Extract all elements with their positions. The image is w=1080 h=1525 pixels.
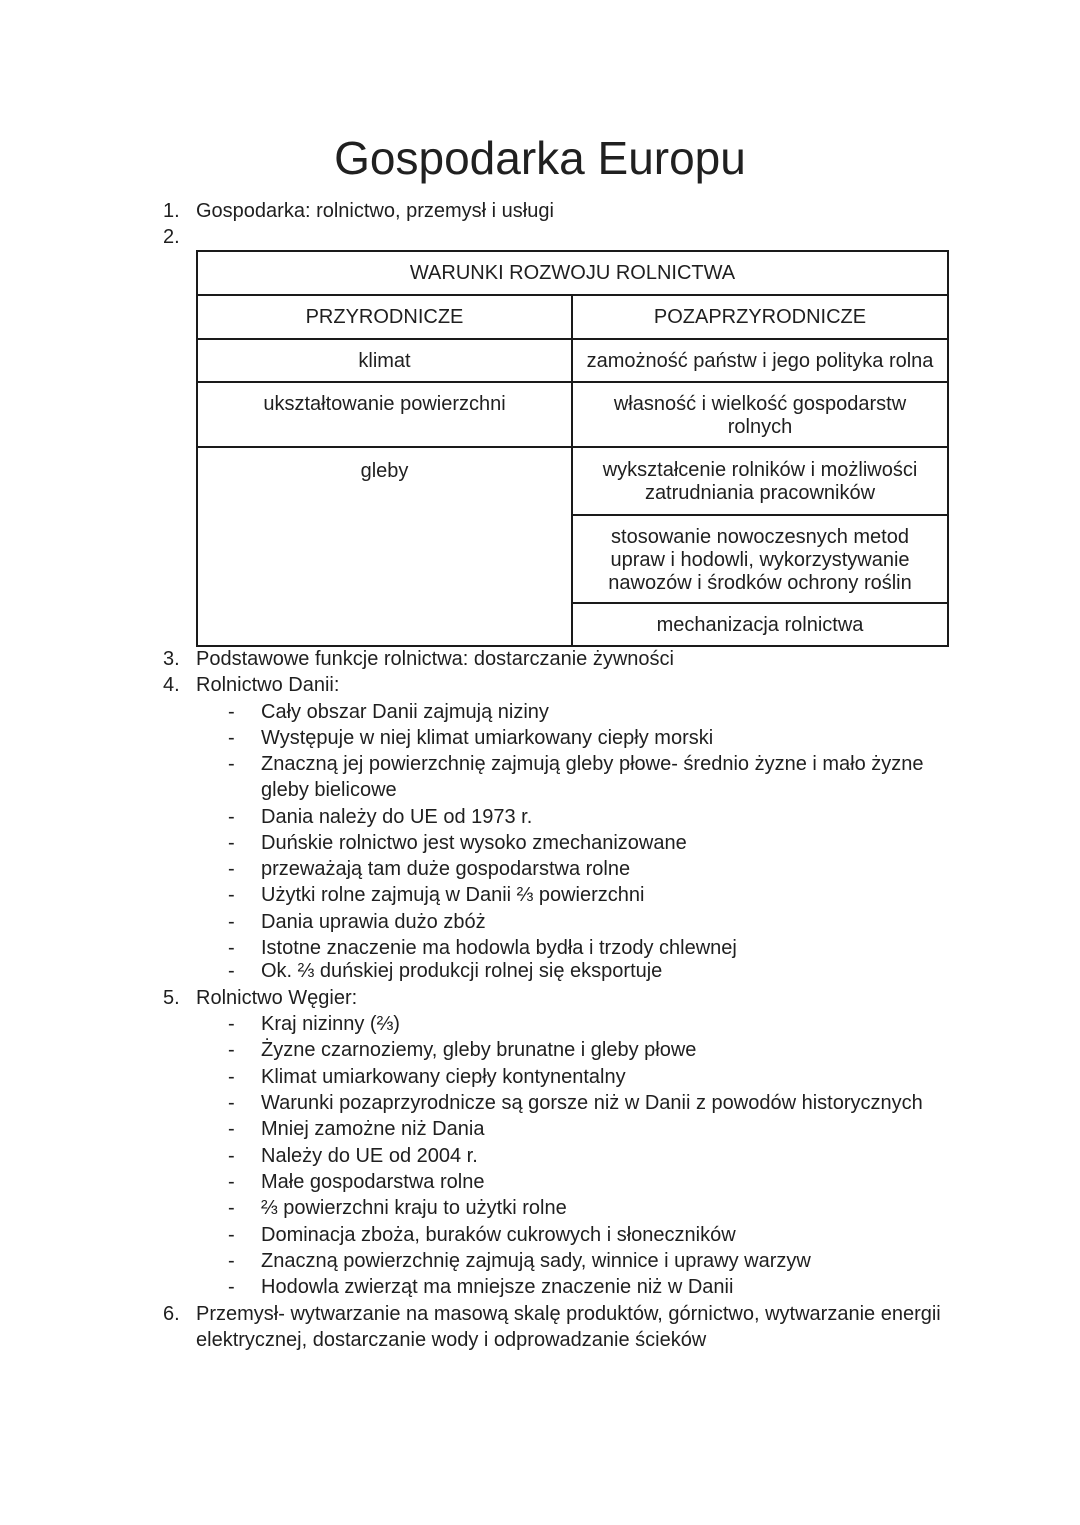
bullet-text: Dania uprawia dużo zbóż xyxy=(261,911,486,933)
table-cell: wykształcenie rolników i możliwości zatrudniania pracowników xyxy=(572,447,948,515)
bullet-dash: - xyxy=(228,701,235,723)
bullet-dash: - xyxy=(228,911,235,933)
bullet-text: Hodowla zwierząt ma mniejsze znaczenie niż w Danii xyxy=(261,1276,734,1298)
list-text: elektrycznej, dostarczanie wody i odprowadzanie ścieków xyxy=(196,1329,707,1351)
bullet-text: Ok. ⅔ duńskiej produkcji rolnej się eksportuje xyxy=(261,960,663,982)
bullet-text: Małe gospodarstwa rolne xyxy=(261,1171,485,1193)
bullet-text: Użytki rolne zajmują w Danii ⅔ powierzchni xyxy=(261,884,645,906)
table-header: WARUNKI ROZWOJU ROLNICTWA xyxy=(197,251,948,295)
bullet-dash: - xyxy=(228,1118,235,1140)
list-number: 2. xyxy=(163,226,180,248)
table-cell: ukształtowanie powierzchni xyxy=(197,382,572,447)
bullet-dash: - xyxy=(228,960,235,982)
list-text: Gospodarka: rolnictwo, przemysł i usługi xyxy=(196,200,554,222)
table-cell: stosowanie nowoczesnych metod upraw i hodowli, wykorzystywanie nawozów i środków ochrony roślin xyxy=(572,515,948,603)
bullet-text: Duńskie rolnictwo jest wysoko zmechanizowane xyxy=(261,832,687,854)
bullet-dash: - xyxy=(228,858,235,880)
list-text: Rolnictwo Danii: xyxy=(196,674,340,696)
list-number: 4. xyxy=(163,674,180,696)
bullet-text: Znaczną jej powierzchnię zajmują gleby płowe- średnio żyzne i mało żyzne xyxy=(261,753,924,775)
bullet-dash: - xyxy=(228,1013,235,1035)
list-number: 6. xyxy=(163,1303,180,1325)
bullet-text: Występuje w niej klimat umiarkowany ciepły morski xyxy=(261,727,714,749)
table-cell: gleby xyxy=(197,447,572,646)
bullet-text: Kraj nizinny (⅔) xyxy=(261,1013,400,1035)
bullet-text: ⅔ powierzchni kraju to użytki rolne xyxy=(261,1197,567,1219)
table-cell: klimat xyxy=(197,339,572,382)
bullet-text: Mniej zamożne niż Dania xyxy=(261,1118,485,1140)
list-text: Podstawowe funkcje rolnictwa: dostarczanie żywności xyxy=(196,648,674,670)
bullet-dash: - xyxy=(228,1197,235,1219)
list-number: 3. xyxy=(163,648,180,670)
bullet-text: gleby bielicowe xyxy=(261,779,397,801)
bullet-text: Żyzne czarnoziemy, gleby brunatne i gleby płowe xyxy=(261,1039,697,1061)
list-number: 5. xyxy=(163,987,180,1009)
bullet-text: Cały obszar Danii zajmują niziny xyxy=(261,701,549,723)
bullet-text: Znaczną powierzchnię zajmują sady, winnice i uprawy warzyw xyxy=(261,1250,811,1272)
bullet-text: Istotne znaczenie ma hodowla bydła i trzody chlewnej xyxy=(261,937,737,959)
bullet-dash: - xyxy=(228,806,235,828)
bullet-dash: - xyxy=(228,1224,235,1246)
bullet-dash: - xyxy=(228,1145,235,1167)
bullet-dash: - xyxy=(228,937,235,959)
table-cell: własność i wielkość gospodarstw rolnych xyxy=(572,382,948,447)
bullet-dash: - xyxy=(228,1039,235,1061)
column-header-natural: PRZYRODNICZE xyxy=(197,295,572,339)
list-number: 1. xyxy=(163,200,180,222)
bullet-dash: - xyxy=(228,1250,235,1272)
bullet-text: Dominacja zboża, buraków cukrowych i słoneczników xyxy=(261,1224,736,1246)
bullet-dash: - xyxy=(228,1092,235,1114)
list-text: Przemysł- wytwarzanie na masową skalę produktów, górnictwo, wytwarzanie energii xyxy=(196,1303,941,1325)
agriculture-conditions-table xyxy=(196,250,949,647)
bullet-text: Warunki pozaprzyrodnicze są gorsze niż w Danii z powodów historycznych xyxy=(261,1092,923,1114)
table-cell: mechanizacja rolnictwa xyxy=(572,603,948,646)
bullet-text: Należy do UE od 2004 r. xyxy=(261,1145,478,1167)
bullet-dash: - xyxy=(228,753,235,775)
bullet-text: Klimat umiarkowany ciepły kontynentalny xyxy=(261,1066,626,1088)
bullet-text: Dania należy do UE od 1973 r. xyxy=(261,806,533,828)
bullet-dash: - xyxy=(228,1171,235,1193)
bullet-dash: - xyxy=(228,832,235,854)
column-header-non-natural: POZAPRZYRODNICZE xyxy=(572,295,948,339)
bullet-dash: - xyxy=(228,727,235,749)
page-title: Gospodarka Europu xyxy=(334,132,746,184)
table-cell: zamożność państw i jego polityka rolna xyxy=(572,339,948,382)
bullet-text: przeważają tam duże gospodarstwa rolne xyxy=(261,858,631,880)
bullet-dash: - xyxy=(228,1276,235,1298)
bullet-dash: - xyxy=(228,884,235,906)
bullet-dash: - xyxy=(228,1066,235,1088)
list-text: Rolnictwo Węgier: xyxy=(196,987,358,1009)
